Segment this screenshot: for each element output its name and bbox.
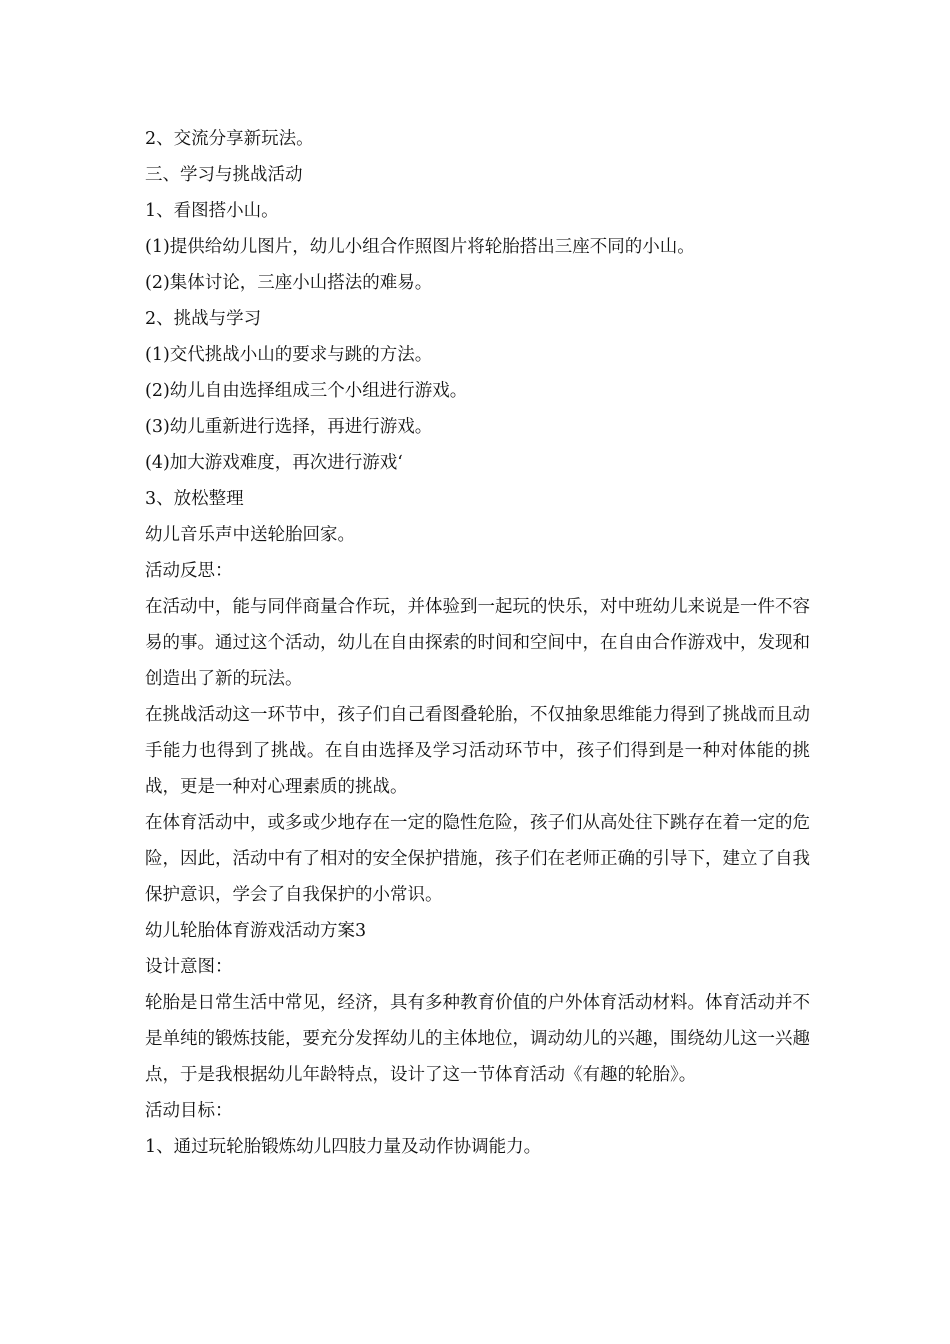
list-subitem-reselect: (3)幼儿重新进行选择，再进行游戏。 (145, 417, 433, 437)
heading-design-intent: 设计意图： (145, 957, 233, 977)
list-item-goal-1: 1、通过玩轮胎锻炼幼儿四肢力量及动作协调能力。 (145, 1137, 542, 1157)
paragraph-reflection-safety: 在体育活动中，或多或少地存在一定的隐性危险，孩子们从高处往下跳存在着一定的危险，因此，活动中有了相对的安全保护措施，孩子们在老师正确的引导下，建立了自我保护意识，学会了自我保护的小常识。 (145, 813, 810, 905)
heading-activity-reflection: 活动反思： (145, 561, 233, 581)
heading-plan-3: 幼儿轮胎体育游戏活动方案3 (145, 921, 367, 941)
list-subitem-provide-pictures: (1)提供给幼儿图片，幼儿小组合作照图片将轮胎搭出三座不同的小山。 (145, 237, 695, 257)
list-item-relax: 3、放松整理 (145, 489, 244, 509)
section-heading-learning-challenge: 三、学习与挑战活动 (145, 165, 303, 185)
list-subitem-free-grouping: (2)幼儿自由选择组成三个小组进行游戏。 (145, 381, 468, 401)
list-subitem-group-discussion: (2)集体讨论，三座小山搭法的难易。 (145, 273, 433, 293)
heading-activity-goals: 活动目标： (145, 1101, 233, 1121)
paragraph-reflection-challenge: 在挑战活动这一环节中，孩子们自己看图叠轮胎，不仅抽象思维能力得到了挑战而且动手能力也得到了挑战。在自由选择及学习活动环节中，孩子们得到是一种对体能的挑战，更是一种对心理素质的挑战。 (145, 705, 810, 797)
list-item-build-hill-by-picture: 1、看图搭小山。 (145, 201, 279, 221)
paragraph-reflection-cooperation: 在活动中，能与同伴商量合作玩，并体验到一起玩的快乐，对中班幼儿来说是一件不容易的事。通过这个活动，幼儿在自由探索的时间和空间中，在自由合作游戏中，发现和创造出了新的玩法。 (145, 597, 810, 689)
document-body (145, 121, 810, 1165)
list-subitem-explain-requirements: (1)交代挑战小山的要求与跳的方法。 (145, 345, 433, 365)
list-item-share-new-play: 2、交流分享新玩法。 (145, 129, 314, 149)
text-send-tires-home: 幼儿音乐声中送轮胎回家。 (145, 525, 355, 545)
list-item-challenge-and-learning: 2、挑战与学习 (145, 309, 262, 329)
paragraph-design-intent: 轮胎是日常生活中常见，经济，具有多种教育价值的户外体育活动材料。体育活动并不是单纯的锻炼技能，要充分发挥幼儿的主体地位，调动幼儿的兴趣，围绕幼儿这一兴趣点，于是我根据幼儿年龄特点，设计了这一节体育活动《有趣的轮胎》。 (145, 993, 810, 1085)
list-subitem-increase-difficulty: (4)加大游戏难度，再次进行游戏‘ (145, 453, 403, 473)
